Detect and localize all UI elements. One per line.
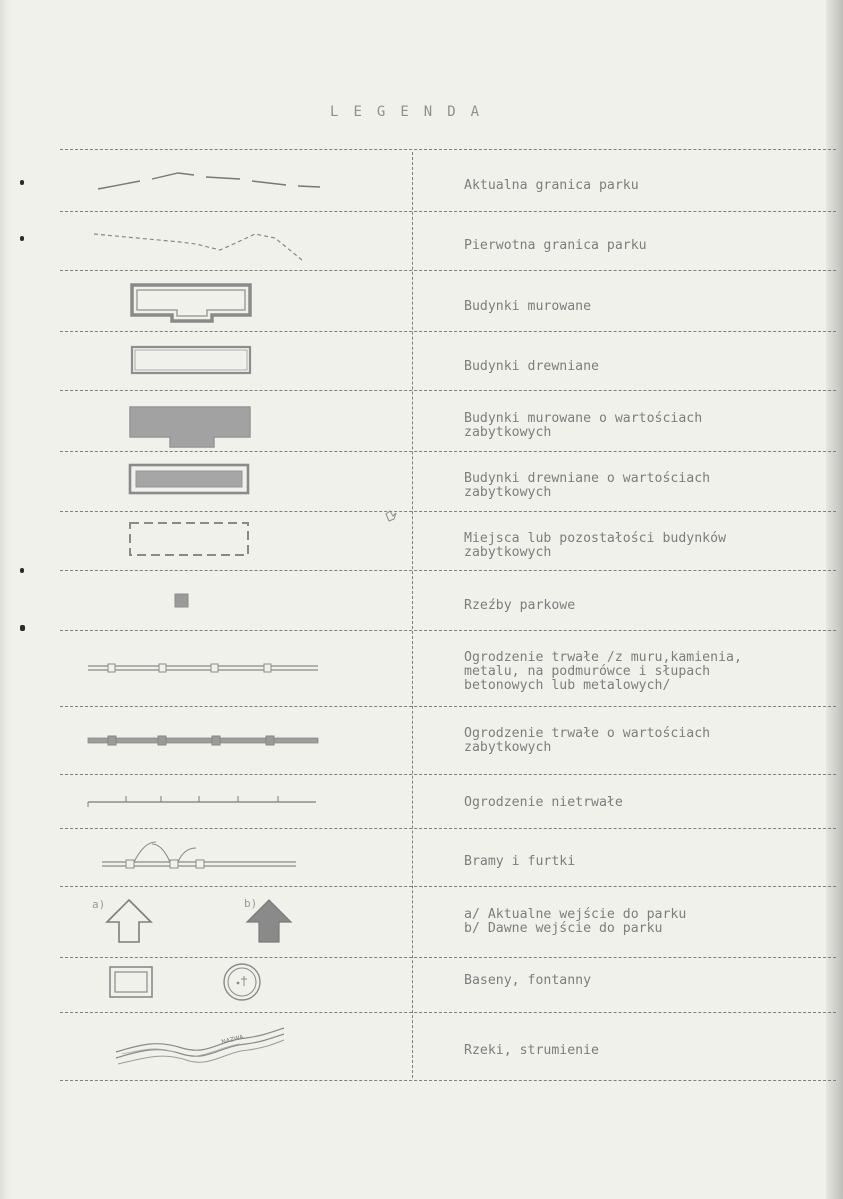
column-divider bbox=[412, 152, 413, 1078]
pool-symbol bbox=[108, 965, 154, 999]
binder-hole-mark bbox=[20, 236, 24, 241]
current-entrance-arrow-icon bbox=[104, 898, 154, 944]
temporary-fence-symbol bbox=[86, 790, 321, 810]
river-symbol bbox=[112, 1024, 288, 1070]
row-separator bbox=[60, 706, 836, 707]
row-separator bbox=[60, 774, 836, 775]
row-separator bbox=[60, 451, 836, 452]
row-separator bbox=[60, 1080, 836, 1081]
fountain-symbol bbox=[220, 962, 264, 1002]
entrance-mark-a: a) bbox=[92, 898, 106, 911]
former-entrance-arrow-icon bbox=[244, 898, 294, 944]
entrance-mark-b: b) bbox=[244, 897, 258, 910]
row-separator bbox=[60, 511, 836, 512]
row-separator bbox=[60, 886, 836, 887]
legend-label: Baseny, fontanny bbox=[464, 973, 592, 988]
brick-building-symbol bbox=[130, 283, 254, 325]
row-separator bbox=[60, 570, 836, 571]
legend-label: Budynki murowane o wartościach zabytkowych bbox=[464, 411, 703, 440]
river-name-label: NAZWA bbox=[220, 1033, 245, 1046]
row-separator bbox=[60, 390, 836, 391]
building-remains-symbol bbox=[128, 521, 252, 557]
historic-brick-building-symbol bbox=[128, 405, 254, 449]
binder-hole-mark bbox=[20, 180, 24, 185]
legend-label: Ogrodzenie trwałe /z muru,kamienia, metalu, na podmurówce i słupach betonowych lub metalowych/ bbox=[464, 650, 742, 693]
historic-wooden-building-symbol bbox=[128, 463, 252, 497]
binder-hole-mark bbox=[20, 568, 24, 573]
park-sculpture-symbol bbox=[174, 593, 190, 609]
permanent-fence-symbol bbox=[86, 660, 321, 678]
legend-label: Ogrodzenie trwałe o wartościach zabytkowych bbox=[464, 726, 711, 755]
row-separator bbox=[60, 828, 836, 829]
row-separator bbox=[60, 149, 836, 150]
legend-label: Budynki murowane bbox=[464, 299, 592, 314]
current-boundary-symbol bbox=[90, 165, 330, 195]
legend-label: Bramy i furtki bbox=[464, 854, 576, 869]
legend-title-letter: L bbox=[330, 104, 354, 120]
row-separator bbox=[60, 1012, 836, 1013]
legend-label: Pierwotna granica parku bbox=[464, 238, 647, 253]
wooden-building-symbol bbox=[130, 345, 254, 375]
original-boundary-symbol bbox=[90, 222, 310, 264]
legend-label: Ogrodzenie nietrwałe bbox=[464, 795, 623, 810]
binder-hole-mark bbox=[20, 625, 25, 631]
row-separator bbox=[60, 630, 836, 631]
legend-title-letter: D bbox=[447, 104, 471, 120]
legend-title-letter: N bbox=[423, 104, 448, 120]
legend-label: Budynki drewniane o wartościach zabytkowych bbox=[464, 471, 711, 500]
row-separator bbox=[60, 211, 836, 212]
row-separator bbox=[60, 270, 836, 271]
legend-label: Rzeźby parkowe bbox=[464, 598, 576, 613]
legend-label: Rzeki, strumienie bbox=[464, 1043, 599, 1058]
legend-title-letter: E bbox=[400, 104, 424, 120]
paper-left-edge-shadow bbox=[0, 0, 10, 1199]
legend-label: Miejsca lub pozostałości budynków zabytkowych bbox=[464, 531, 727, 560]
legend-label: a/ Aktualne wejście do parku b/ Dawne wejście do parku bbox=[464, 907, 687, 936]
gates-symbol bbox=[100, 838, 300, 874]
legend-title-letter: G bbox=[376, 104, 401, 120]
legend-title-letter: E bbox=[353, 104, 377, 120]
legend-label: Aktualna granica parku bbox=[464, 178, 639, 193]
row-separator bbox=[60, 957, 836, 958]
row-separator bbox=[60, 331, 836, 332]
ink-blot-mark bbox=[383, 508, 399, 524]
legend-label: Budynki drewniane bbox=[464, 359, 599, 374]
historic-permanent-fence-symbol bbox=[86, 733, 321, 749]
legend-title bbox=[330, 104, 570, 120]
legend-title-letter: A bbox=[470, 104, 495, 120]
